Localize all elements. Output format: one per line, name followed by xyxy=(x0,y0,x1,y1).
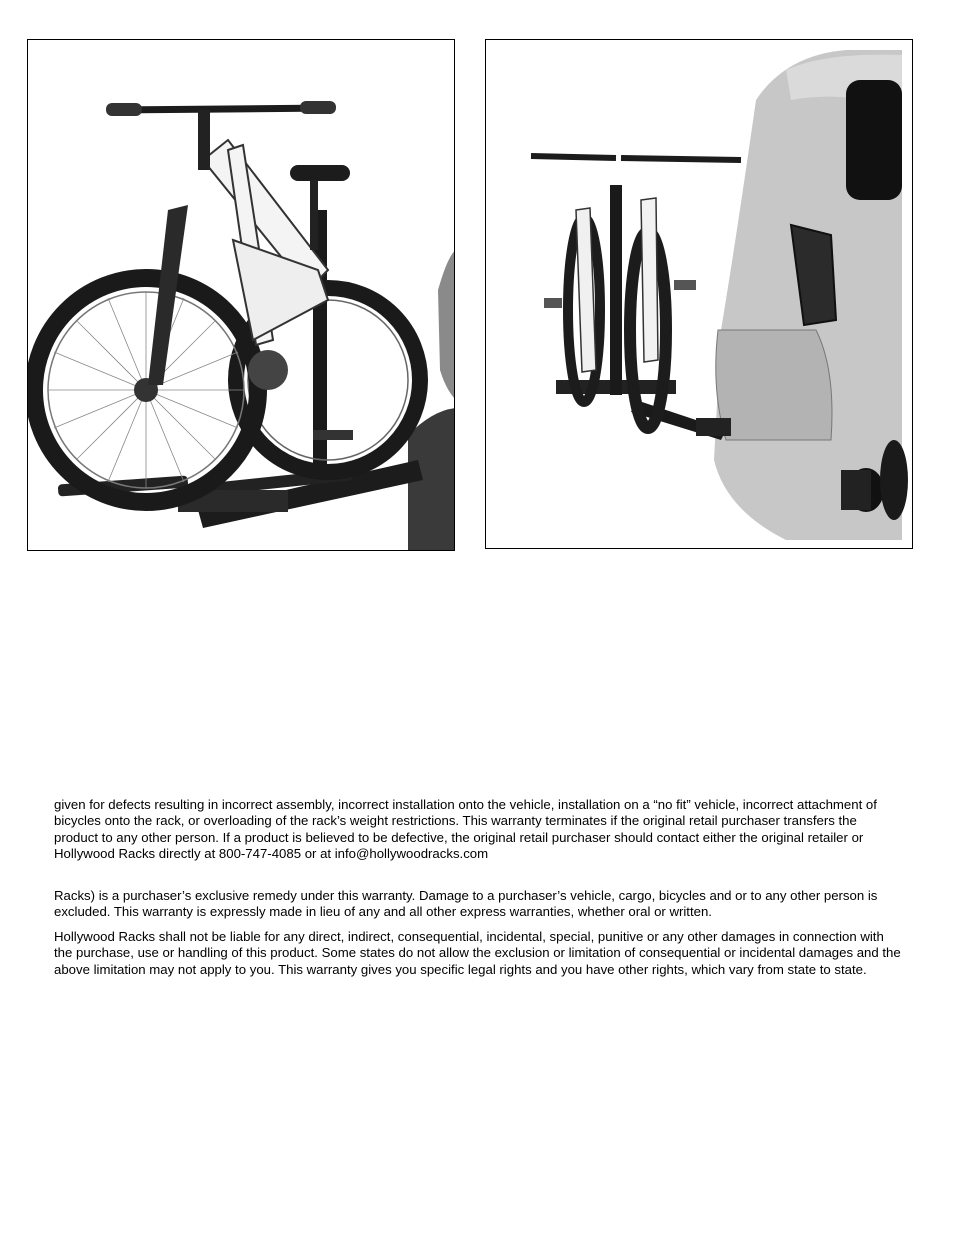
bike-on-hitch-rack-image xyxy=(28,40,455,551)
warranty-paragraph-2 xyxy=(54,888,904,921)
warranty-paragraph-3 xyxy=(54,929,904,978)
warranty-paragraph-2-text: Racks) is a purchaser’s exclusive remedy under this warranty. Damage to a purchaser’s vehicle, cargo, bicycles and or to any other person is excluded. This warranty is expressly made in lieu of any and all other express warranties, whether oral or written. xyxy=(54,888,878,920)
warranty-paragraph-1 xyxy=(54,797,904,863)
warranty-paragraph-1-text: given for defects resulting in incorrect assembly, incorrect installation onto the vehicle, installation on a “no fit” vehicle, incorrect attachment of bicycles onto the rack, or overloading of the rack’s weight restrictions. This warranty terminates if the original retail purchaser transfers the product to any other person. If a product is believed to be defective, the original retail purchaser should contact either the original retailer or Hollywood Racks directly at 800-747-4085 or at info@hollywoodracks.com xyxy=(54,797,877,862)
bike-rack-photo-right xyxy=(485,39,913,549)
warranty-paragraph-3-text: Hollywood Racks shall not be liable for any direct, indirect, consequential, incidental, special, punitive or any other damages in connection with the purchase, use or handling of this product. Some states do not allow the exclusion or limitation of consequential or incidental damages and the above limitation may not apply to you. This warranty gives you specific legal rights and you have other rights, which vary from state to state. xyxy=(54,929,901,977)
two-bikes-on-suv-rack-image xyxy=(486,40,913,549)
bike-rack-photo-left xyxy=(27,39,455,551)
